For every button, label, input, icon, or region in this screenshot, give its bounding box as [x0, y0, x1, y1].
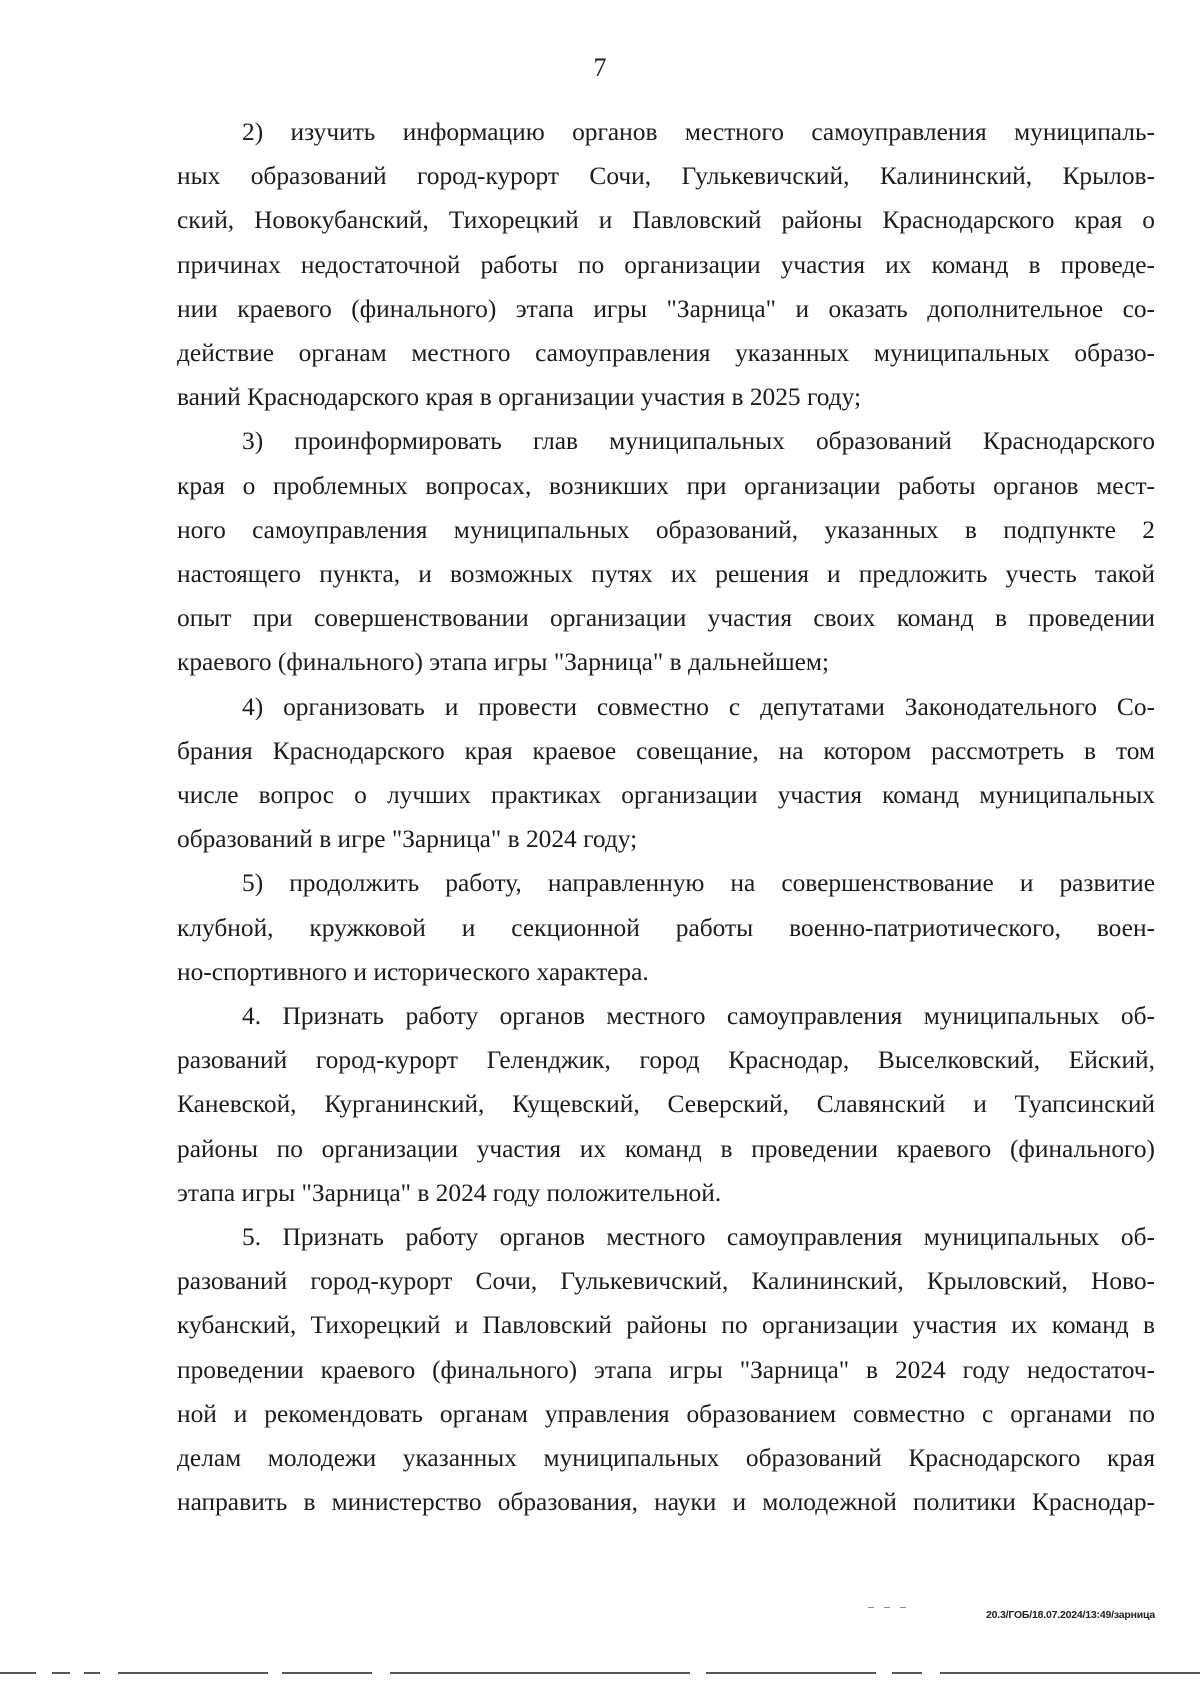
text-line: ного самоуправления муниципальных образований, указанных в подпункте 2	[177, 515, 1155, 544]
text-line: 2) изучить информацию органов местного самоуправления муниципаль-	[242, 118, 1155, 146]
text-line: проведении краевого (финального) этапа игры "Зарница" в 2024 году недостаточ-	[177, 1355, 1155, 1384]
text-line: но-спортивного и исторического характера.	[177, 957, 649, 986]
text-line: образований в игре "Зарница" в 2024 году;	[177, 825, 638, 854]
paragraph	[177, 685, 1155, 862]
text-line: разований город-курорт Геленджик, город Краснодар, Выселковский, Ейский,	[177, 1046, 1155, 1075]
text-line: направить в министерство образования, науки и молодежной политики Краснодар-	[177, 1488, 1155, 1517]
text-line: 4. Признать работу органов местного самоуправления муниципальных об-	[242, 1002, 1155, 1031]
document-body	[177, 110, 1155, 1525]
text-line: 5) продолжить работу, направленную на совершенствование и развитие	[242, 869, 1155, 898]
text-line: числе вопрос о лучших практиках организации участия команд муниципальных	[177, 781, 1155, 810]
text-line: районы по организации участия их команд в проведении краевого (финального)	[177, 1134, 1155, 1163]
text-line: краевого (финального) этапа игры "Зарница" в дальнейшем;	[177, 648, 830, 677]
text-line: Каневской, Курганинский, Кущевский, Северский, Славянский и Туапсинский	[177, 1090, 1155, 1119]
text-line: края о проблемных вопросах, возникших при организации работы органов мест-	[177, 471, 1155, 500]
text-line: опыт при совершенствовании организации участия своих команд в проведении	[177, 604, 1155, 633]
scan-artifact	[868, 1607, 908, 1611]
text-line: ский, Новокубанский, Тихорецкий и Павловский районы Краснодарского края о	[177, 206, 1155, 235]
text-line: 5. Признать работу органов местного самоуправления муниципальных об-	[242, 1223, 1155, 1252]
paragraph	[177, 994, 1155, 1215]
text-line: ваний Краснодарского края в организации участия в 2025 году;	[177, 383, 862, 412]
paragraph	[177, 1215, 1155, 1524]
text-line: ных образований город-курорт Сочи, Гулькевичский, Калининский, Крылов-	[177, 162, 1155, 191]
scan-edge-line	[0, 1672, 1200, 1675]
paragraph	[177, 110, 1155, 419]
text-line: 3) проинформировать глав муниципальных образований Краснодарского	[242, 427, 1155, 456]
text-line: настоящего пункта, и возможных путях их решения и предложить учесть такой	[177, 560, 1155, 589]
text-line: ной и рекомендовать органам управления образованием совместно с органами по	[177, 1399, 1155, 1428]
text-line: делам молодежи указанных муниципальных образований Краснодарского края	[177, 1444, 1155, 1473]
text-line: кубанский, Тихорецкий и Павловский районы по организации участия их команд в	[177, 1311, 1155, 1340]
paragraph	[177, 861, 1155, 994]
text-line: 4) организовать и провести совместно с депутатами Законодательного Со-	[242, 692, 1155, 721]
text-line: этапа игры "Зарница" в 2024 году положительной.	[177, 1178, 722, 1207]
text-line: клубной, кружковой и секционной работы военно-патриотического, воен-	[177, 913, 1155, 942]
text-line: брания Краснодарского края краевое совещание, на котором рассмотреть в том	[177, 736, 1155, 765]
text-line: нии краевого (финального) этапа игры "Зарница" и оказать дополнительное со-	[177, 294, 1155, 323]
text-line: разований город-курорт Сочи, Гулькевичский, Калининский, Крыловский, Ново-	[177, 1267, 1155, 1296]
document-code: 20.3/ГОБ/18.07.2024/13:49/зарница	[986, 1609, 1155, 1621]
text-line: причинах недостаточной работы по организации участия их команд в проведе-	[177, 250, 1155, 279]
page-number: 7	[593, 53, 607, 82]
text-line: действие органам местного самоуправления указанных муниципальных образо-	[177, 339, 1155, 368]
paragraph	[177, 419, 1155, 684]
